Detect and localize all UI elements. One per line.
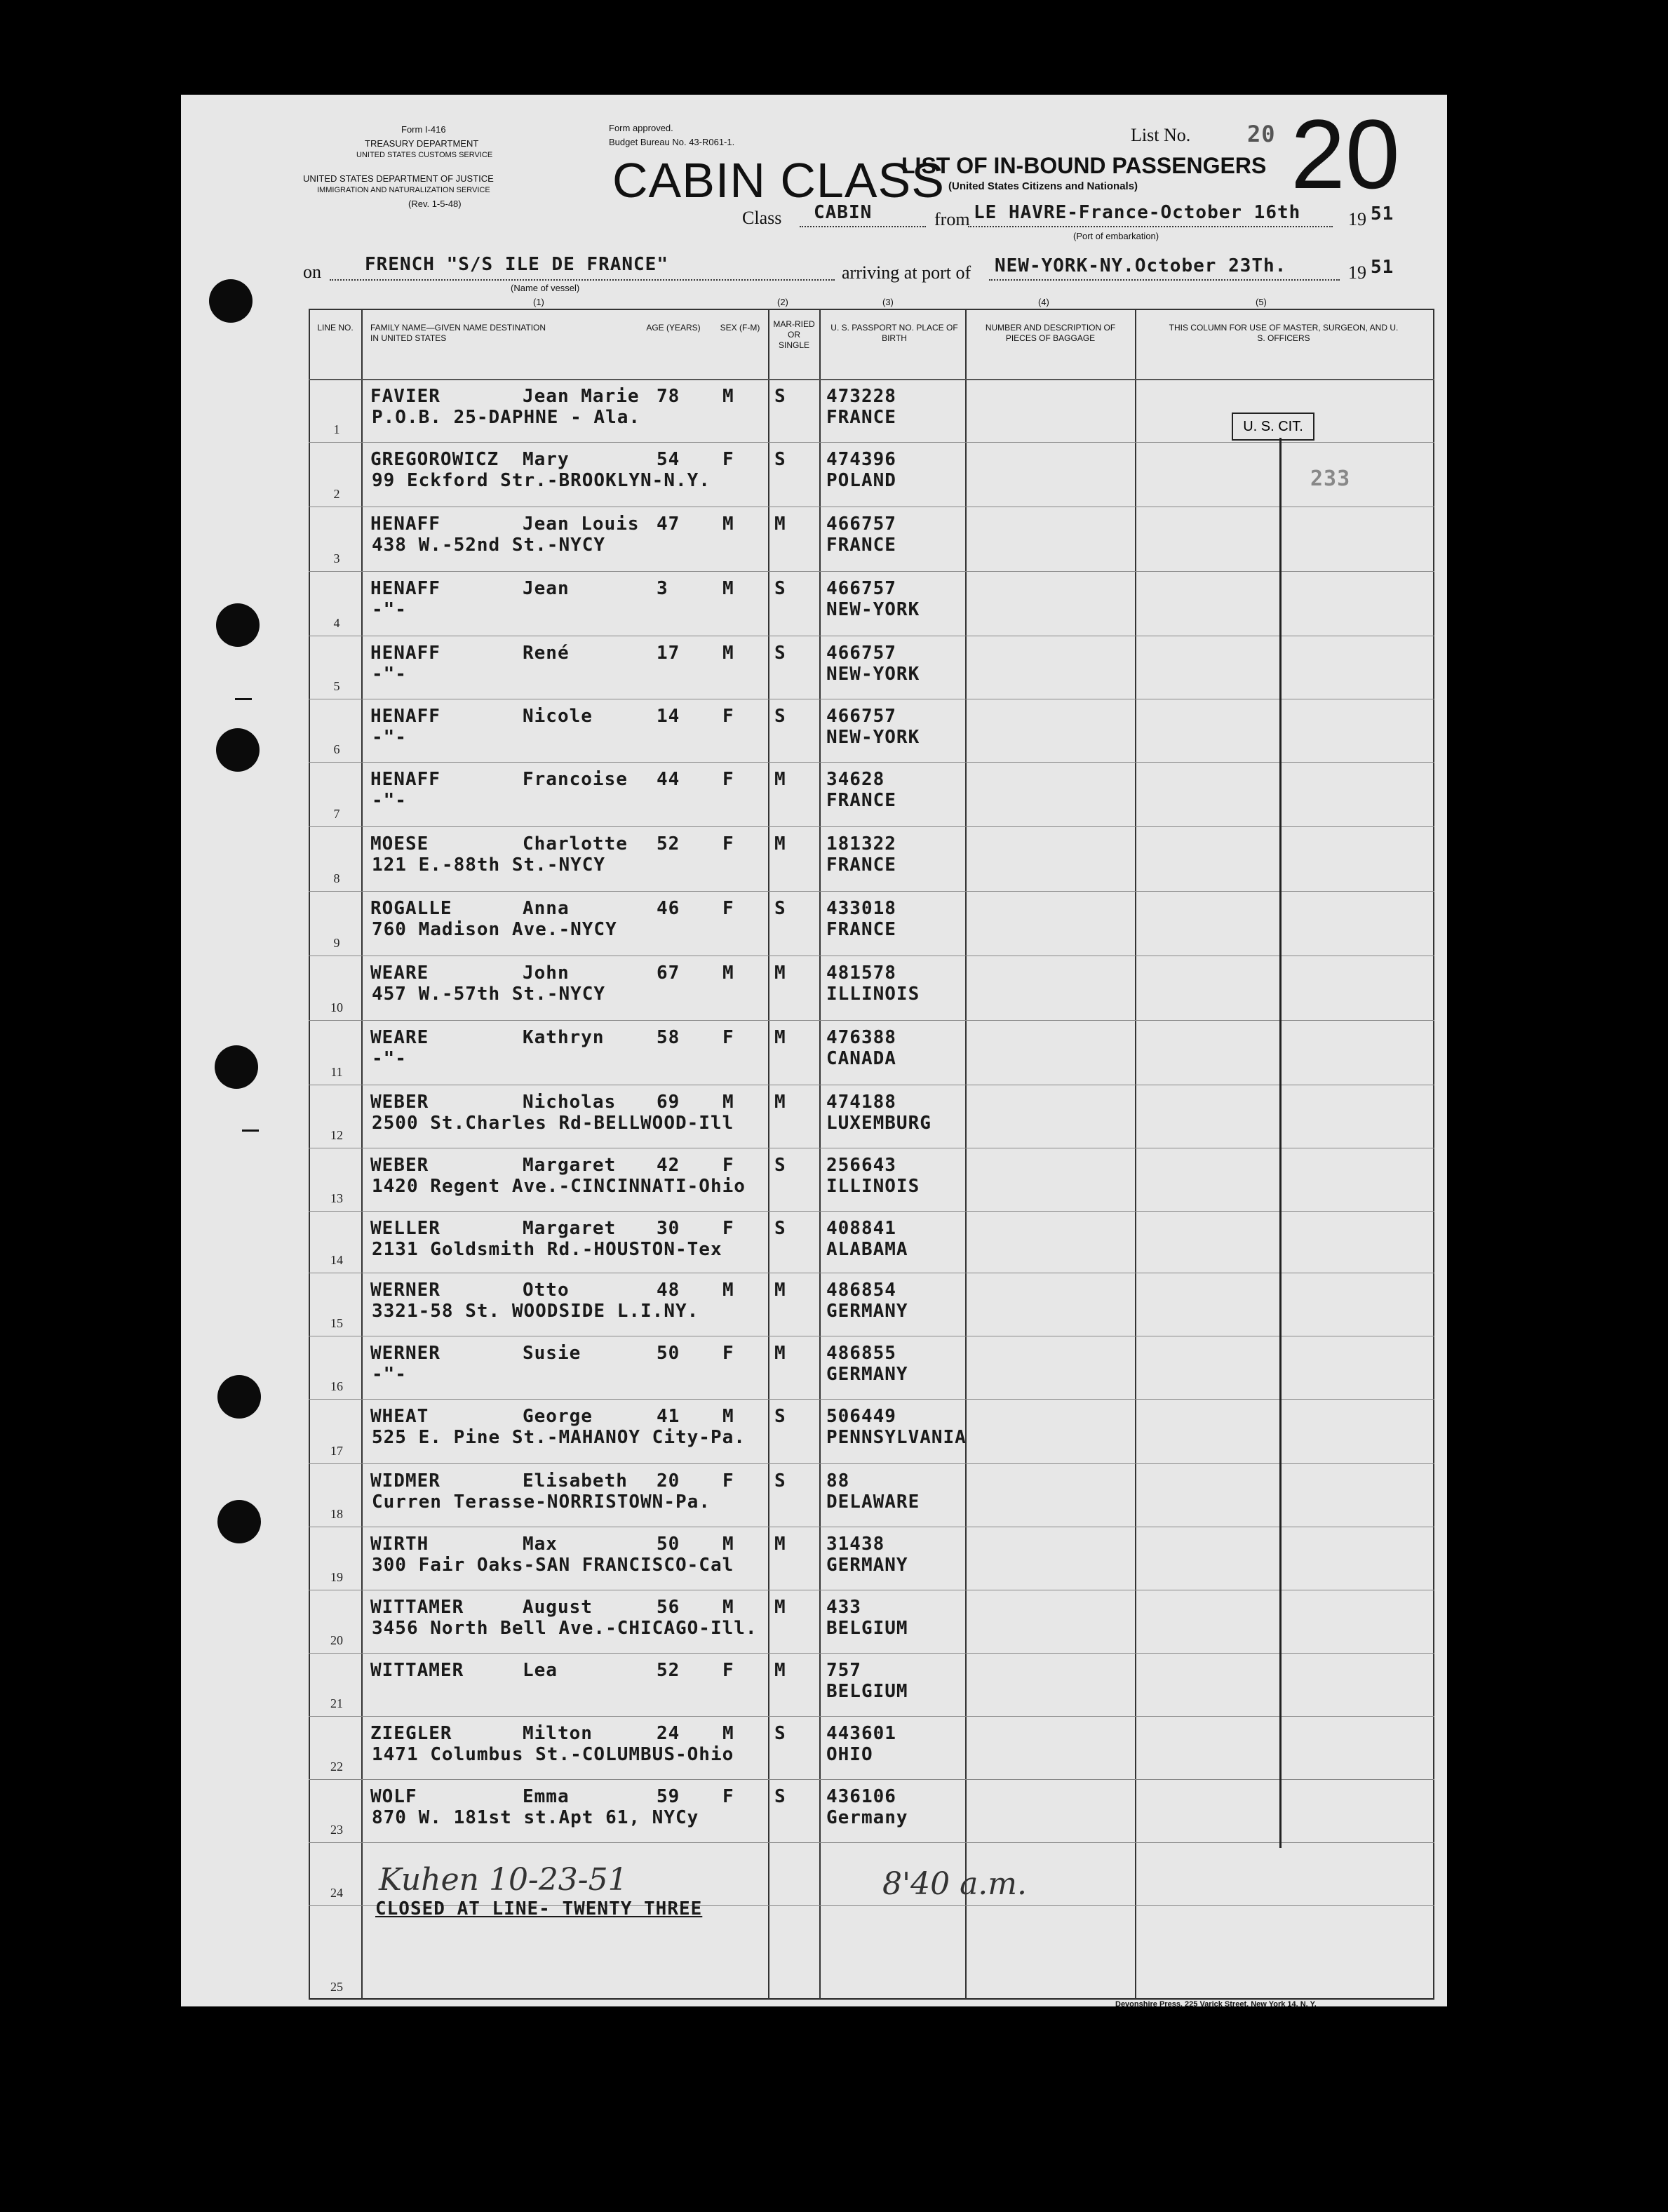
- row-rule: [309, 762, 1434, 763]
- passenger-given: Milton: [523, 1723, 593, 1744]
- arr-year: 51: [1371, 257, 1394, 278]
- passenger-given: Otto: [523, 1280, 570, 1301]
- passenger-age: 78: [657, 386, 680, 407]
- passenger-sex: F: [722, 1786, 734, 1807]
- passenger-sex: F: [722, 769, 734, 790]
- margin-mark: [235, 698, 252, 700]
- passenger-family: WIDMER: [370, 1470, 440, 1492]
- vessel-name: FRENCH "S/S ILE DE FRANCE": [365, 254, 668, 275]
- passenger-pass: 181322: [826, 833, 896, 854]
- passenger-pass: 481578: [826, 963, 896, 984]
- passenger-sex: M: [722, 963, 734, 984]
- passenger-birth: NEW-YORK: [826, 599, 920, 620]
- class-label: Class: [742, 208, 782, 228]
- passenger-pass: 476388: [826, 1027, 896, 1048]
- passenger-addr: 121 E.-88th St.-NYCY: [372, 854, 606, 876]
- passenger-given: Anna: [523, 898, 570, 919]
- passenger-pass: 433: [826, 1597, 861, 1618]
- passenger-family: MOESE: [370, 833, 429, 854]
- line-number: 4: [333, 616, 340, 630]
- passenger-family: WITTAMER: [370, 1597, 464, 1618]
- passenger-given: Susie: [523, 1343, 581, 1364]
- passenger-sex: F: [722, 833, 734, 854]
- row-rule: [309, 1653, 1434, 1654]
- passenger-sex: F: [722, 1155, 734, 1176]
- passenger-family: WIRTH: [370, 1534, 429, 1555]
- from-value: LE HAVRE-France-October 16th: [974, 202, 1301, 223]
- printer-credit: Devonshire Press, 225 Varick Street, New York 14, N. Y.: [1115, 2000, 1317, 2009]
- passenger-family: WITTAMER: [370, 1660, 464, 1681]
- passenger-given: Francoise: [523, 769, 628, 790]
- passenger-pass: 486855: [826, 1343, 896, 1364]
- passenger-family: HENAFF: [370, 706, 440, 727]
- passenger-given: Charlotte: [523, 833, 628, 854]
- row-rule: [309, 1211, 1434, 1212]
- row-rule: [309, 1463, 1434, 1464]
- col-divider: [819, 309, 821, 1999]
- passenger-addr: 2500 St.Charles Rd-BELLWOOD-Ill: [372, 1113, 734, 1134]
- line-number: 7: [333, 807, 340, 821]
- passenger-birth: LUXEMBURG: [826, 1113, 931, 1134]
- col-divider: [361, 309, 363, 1999]
- passenger-given: Elisabeth: [523, 1470, 628, 1492]
- binder-hole: [216, 603, 260, 647]
- passenger-given: Margaret: [523, 1155, 617, 1176]
- passenger-birth: GERMANY: [826, 1555, 908, 1576]
- officer-vertical-line: [1279, 438, 1282, 1848]
- passenger-addr: 300 Fair Oaks-SAN FRANCISCO-Cal: [372, 1555, 734, 1576]
- line-number: 14: [330, 1253, 343, 1267]
- passenger-age: 56: [657, 1597, 680, 1618]
- passenger-given: Emma: [523, 1786, 570, 1807]
- passenger-ms: S: [774, 1723, 786, 1744]
- binder-hole: [217, 1500, 261, 1543]
- passenger-family: WELLER: [370, 1218, 440, 1239]
- passenger-pass: 34628: [826, 769, 885, 790]
- form-approved: Form approved.: [609, 123, 673, 133]
- passenger-sex: F: [722, 449, 734, 470]
- passenger-addr: -"-: [372, 1364, 407, 1385]
- col-divider: [965, 309, 967, 1999]
- passenger-sex: M: [722, 578, 734, 599]
- line-number: 16: [330, 1379, 343, 1393]
- binder-hole: [216, 728, 260, 772]
- col-passport: U. S. PASSPORT NO. PLACE OF BIRTH: [830, 323, 958, 343]
- passenger-family: WOLF: [370, 1786, 417, 1807]
- row-rule: [309, 442, 1434, 443]
- passenger-given: Max: [523, 1534, 558, 1555]
- passenger-ms: S: [774, 1406, 786, 1427]
- passenger-sex: M: [722, 514, 734, 535]
- passenger-pass: 466757: [826, 578, 896, 599]
- passenger-family: HENAFF: [370, 643, 440, 664]
- margin-mark: [242, 1130, 259, 1132]
- row-rule: [309, 1020, 1434, 1021]
- line-number: 25: [330, 1980, 343, 1994]
- passenger-given: René: [523, 643, 570, 664]
- passenger-pass: 473228: [826, 386, 896, 407]
- binder-hole: [217, 1375, 261, 1419]
- passenger-addr: 1420 Regent Ave.-CINCINNATI-Ohio: [372, 1176, 746, 1197]
- col-name: FAMILY NAME—GIVEN NAME DESTINATION IN UNITED STATES: [370, 323, 546, 343]
- passenger-ms: M: [774, 1027, 786, 1048]
- passenger-ms: M: [774, 1660, 786, 1681]
- passenger-addr: -"-: [372, 599, 407, 620]
- passenger-family: WERNER: [370, 1280, 440, 1301]
- passenger-pass: 31438: [826, 1534, 885, 1555]
- passenger-age: 52: [657, 1660, 680, 1681]
- passenger-birth: BELGIUM: [826, 1618, 908, 1639]
- passenger-family: WEARE: [370, 963, 429, 984]
- passenger-sex: M: [722, 1280, 734, 1301]
- passenger-age: 42: [657, 1155, 680, 1176]
- line-number: 17: [330, 1444, 343, 1458]
- passenger-sex: M: [722, 1723, 734, 1744]
- passenger-sex: F: [722, 1343, 734, 1364]
- passenger-addr: 760 Madison Ave.-NYCY: [372, 919, 617, 940]
- passenger-age: 54: [657, 449, 680, 470]
- passenger-ms: M: [774, 1343, 786, 1364]
- line-number: 18: [330, 1507, 343, 1521]
- passenger-family: HENAFF: [370, 514, 440, 535]
- budget-bureau: Budget Bureau No. 43-R061-1.: [609, 137, 735, 147]
- passenger-given: Lea: [523, 1660, 558, 1681]
- passenger-sex: M: [722, 643, 734, 664]
- line-number: 15: [330, 1316, 343, 1330]
- vessel-underline: [330, 279, 835, 281]
- passenger-pass: 466757: [826, 643, 896, 664]
- passenger-given: Nicole: [523, 706, 593, 727]
- line-number: 5: [333, 679, 340, 693]
- class-value: CABIN: [814, 202, 873, 223]
- passenger-sex: F: [722, 1660, 734, 1681]
- passenger-addr: -"-: [372, 727, 407, 748]
- passenger-given: Jean Louis: [523, 514, 640, 535]
- passenger-ms: S: [774, 1155, 786, 1176]
- row-rule: [309, 1779, 1434, 1780]
- list-no-small: 20: [1247, 121, 1276, 147]
- arriving-underline: [989, 279, 1340, 281]
- passenger-pass: 408841: [826, 1218, 896, 1239]
- passenger-pass: 474396: [826, 449, 896, 470]
- col-num-5: (5): [1256, 297, 1267, 307]
- passenger-addr: 3321-58 St. WOODSIDE L.I.NY.: [372, 1301, 699, 1322]
- passenger-sex: F: [722, 706, 734, 727]
- passenger-ms: M: [774, 963, 786, 984]
- port-label: (Port of embarkation): [1073, 231, 1159, 241]
- passenger-addr: -"-: [372, 664, 407, 685]
- passenger-pass: 443601: [826, 1723, 896, 1744]
- passenger-sex: F: [722, 1027, 734, 1048]
- stamp-number: 233: [1310, 467, 1351, 491]
- col-line: LINE NO.: [317, 323, 354, 333]
- passenger-ms: S: [774, 643, 786, 664]
- passenger-sex: M: [722, 1534, 734, 1555]
- passenger-ms: M: [774, 833, 786, 854]
- passenger-birth: ILLINOIS: [826, 1176, 920, 1197]
- passenger-birth: Germany: [826, 1807, 908, 1828]
- passenger-age: 59: [657, 1786, 680, 1807]
- passenger-ms: S: [774, 386, 786, 407]
- passenger-ms: S: [774, 1786, 786, 1807]
- closed-at-line: CLOSED AT LINE- TWENTY THREE: [375, 1898, 703, 1919]
- passenger-age: 17: [657, 643, 680, 664]
- revision: (Rev. 1-5-48): [408, 199, 462, 209]
- passenger-pass: 466757: [826, 706, 896, 727]
- passenger-age: 20: [657, 1470, 680, 1492]
- on-label: on: [303, 262, 321, 282]
- list-no-label: List No.: [1131, 125, 1191, 145]
- passenger-addr: 2131 Goldsmith Rd.-HOUSTON-Tex: [372, 1239, 722, 1260]
- justice-dept: UNITED STATES DEPARTMENT OF JUSTICE: [303, 173, 494, 184]
- passenger-pass: 256643: [826, 1155, 896, 1176]
- passenger-birth: FRANCE: [826, 790, 896, 811]
- passenger-ms: S: [774, 1470, 786, 1492]
- passenger-family: HENAFF: [370, 578, 440, 599]
- list-no-big: 20: [1291, 99, 1400, 209]
- passenger-ms: S: [774, 578, 786, 599]
- binder-hole: [215, 1045, 258, 1089]
- passenger-age: 24: [657, 1723, 680, 1744]
- from-year: 51: [1371, 203, 1394, 224]
- passenger-age: 14: [657, 706, 680, 727]
- passenger-birth: NEW-YORK: [826, 664, 920, 685]
- arr-year-prefix: 19: [1348, 262, 1366, 283]
- passenger-birth: FRANCE: [826, 854, 896, 876]
- line-number: 6: [333, 742, 340, 756]
- passenger-sex: F: [722, 1470, 734, 1492]
- passenger-ms: S: [774, 706, 786, 727]
- passenger-pass: 474188: [826, 1092, 896, 1113]
- form-number: Form I-416: [401, 124, 446, 135]
- passenger-birth: POLAND: [826, 470, 896, 491]
- row-rule: [309, 1399, 1434, 1400]
- col-num-2: (2): [777, 297, 788, 307]
- passenger-ms: S: [774, 449, 786, 470]
- passenger-ms: M: [774, 1597, 786, 1618]
- passenger-age: 48: [657, 1280, 680, 1301]
- row-rule: [309, 826, 1434, 827]
- passenger-addr: -"-: [372, 790, 407, 811]
- passenger-pass: 436106: [826, 1786, 896, 1807]
- col-num-3: (3): [882, 297, 894, 307]
- passenger-addr: -"-: [372, 1048, 407, 1069]
- passenger-given: Mary: [523, 449, 570, 470]
- passenger-age: 50: [657, 1343, 680, 1364]
- passenger-age: 30: [657, 1218, 680, 1239]
- passenger-given: Nicholas: [523, 1092, 617, 1113]
- passenger-addr: 525 E. Pine St.-MAHANOY City-Pa.: [372, 1427, 746, 1448]
- passenger-age: 58: [657, 1027, 680, 1048]
- passenger-age: 44: [657, 769, 680, 790]
- passenger-pass: 486854: [826, 1280, 896, 1301]
- passenger-sex: M: [722, 386, 734, 407]
- passenger-addr: 1471 Columbus St.-COLUMBUS-Ohio: [372, 1744, 734, 1765]
- line-number: 21: [330, 1696, 343, 1710]
- passenger-sex: M: [722, 1406, 734, 1427]
- passenger-addr: 99 Eckford Str.-BROOKLYN-N.Y.: [372, 470, 711, 491]
- from-label: from: [934, 209, 970, 229]
- passenger-ms: M: [774, 1092, 786, 1113]
- passenger-birth: OHIO: [826, 1744, 873, 1765]
- passenger-given: John: [523, 963, 570, 984]
- vessel-label: (Name of vessel): [511, 283, 580, 293]
- col-married: MAR-RIED OR SINGLE: [773, 319, 815, 350]
- handwritten-signature-date: Kuhen 10-23-51: [379, 1862, 628, 1898]
- from-underline: [968, 226, 1333, 227]
- line-number: 9: [333, 936, 340, 950]
- col-sex: SEX (F-M): [720, 323, 760, 333]
- passenger-addr: 870 W. 181st st.Apt 61, NYCy: [372, 1807, 699, 1828]
- passenger-age: 69: [657, 1092, 680, 1113]
- passenger-addr: P.O.B. 25-DAPHNE - Ala.: [372, 407, 641, 428]
- passenger-birth: ILLINOIS: [826, 984, 920, 1005]
- row-rule: [309, 1716, 1434, 1717]
- line-number: 11: [330, 1065, 343, 1079]
- handwritten-time: 8'40 a.m.: [882, 1866, 1027, 1902]
- passenger-family: WEBER: [370, 1092, 429, 1113]
- binder-hole: [209, 279, 253, 323]
- passenger-birth: ALABAMA: [826, 1239, 908, 1260]
- passenger-ms: M: [774, 769, 786, 790]
- passenger-age: 67: [657, 963, 680, 984]
- line-number: 8: [333, 871, 340, 885]
- line-number: 13: [330, 1191, 343, 1205]
- passenger-family: ROGALLE: [370, 898, 452, 919]
- line-number: 19: [330, 1570, 343, 1584]
- col-officers: THIS COLUMN FOR USE OF MASTER, SURGEON, AND U. S. OFFICERS: [1169, 323, 1399, 343]
- col-num-1: (1): [533, 297, 544, 307]
- passenger-ms: S: [774, 898, 786, 919]
- passenger-birth: BELGIUM: [826, 1681, 908, 1702]
- passenger-sex: M: [722, 1597, 734, 1618]
- passenger-family: WHEAT: [370, 1406, 429, 1427]
- class-underline: [800, 226, 926, 227]
- line-number: 3: [333, 551, 340, 565]
- line-number: 10: [330, 1000, 343, 1014]
- passenger-pass: 466757: [826, 514, 896, 535]
- line-number: 20: [330, 1633, 343, 1647]
- row-rule: [309, 571, 1434, 572]
- passenger-pass: 757: [826, 1660, 861, 1681]
- passenger-given: Jean: [523, 578, 570, 599]
- passenger-age: 3: [657, 578, 668, 599]
- passenger-given: Margaret: [523, 1218, 617, 1239]
- passenger-birth: FRANCE: [826, 535, 896, 556]
- passenger-pass: 506449: [826, 1406, 896, 1427]
- line-number: 24: [330, 1886, 343, 1900]
- passenger-pass: 88: [826, 1470, 850, 1492]
- passenger-age: 46: [657, 898, 680, 919]
- from-year-prefix: 19: [1348, 209, 1366, 229]
- treasury-dept: TREASURY DEPARTMENT: [365, 138, 479, 149]
- passenger-age: 41: [657, 1406, 680, 1427]
- passenger-age: 47: [657, 514, 680, 535]
- passenger-family: GREGOROWICZ: [370, 449, 499, 470]
- passenger-given: August: [523, 1597, 593, 1618]
- list-title: LIST OF IN-BOUND PASSENGERS: [901, 153, 1267, 178]
- passenger-birth: FRANCE: [826, 407, 896, 428]
- passenger-birth: CANADA: [826, 1048, 896, 1069]
- passenger-addr: 457 W.-57th St.-NYCY: [372, 984, 606, 1005]
- us-citizen-stamp: U. S. CIT.: [1232, 413, 1314, 441]
- line-number: 1: [333, 422, 340, 436]
- line-number: 12: [330, 1128, 343, 1142]
- passenger-birth: FRANCE: [826, 919, 896, 940]
- line-number: 2: [333, 487, 340, 501]
- passenger-addr: 438 W.-52nd St.-NYCY: [372, 535, 606, 556]
- passenger-age: 50: [657, 1534, 680, 1555]
- passenger-family: ZIEGLER: [370, 1723, 452, 1744]
- passenger-ms: M: [774, 514, 786, 535]
- passenger-family: WEBER: [370, 1155, 429, 1176]
- col-divider: [768, 309, 769, 1999]
- passenger-birth: NEW-YORK: [826, 727, 920, 748]
- passenger-addr: Curren Terasse-NORRISTOWN-Pa.: [372, 1492, 711, 1513]
- passenger-family: FAVIER: [370, 386, 440, 407]
- passenger-addr: 3456 North Bell Ave.-CHICAGO-Ill.: [372, 1618, 758, 1639]
- col-age: AGE (YEARS): [646, 323, 701, 333]
- ins-service: IMMIGRATION AND NATURALIZATION SERVICE: [317, 186, 490, 194]
- line-number: 23: [330, 1823, 343, 1837]
- passenger-given: Jean Marie: [523, 386, 640, 407]
- arriving-label: arriving at port of: [842, 262, 971, 283]
- passenger-family: WERNER: [370, 1343, 440, 1364]
- passenger-ms: M: [774, 1280, 786, 1301]
- passenger-given: George: [523, 1406, 593, 1427]
- passenger-ms: S: [774, 1218, 786, 1239]
- header-rule: [309, 379, 1434, 380]
- passenger-birth: GERMANY: [826, 1301, 908, 1322]
- passenger-family: WEARE: [370, 1027, 429, 1048]
- passenger-ms: M: [774, 1534, 786, 1555]
- passenger-birth: PENNSYLVANIA: [826, 1427, 967, 1448]
- col-num-4: (4): [1038, 297, 1049, 307]
- passenger-sex: F: [722, 898, 734, 919]
- passenger-birth: DELAWARE: [826, 1492, 920, 1513]
- row-rule: [309, 1842, 1434, 1843]
- passenger-birth: GERMANY: [826, 1364, 908, 1385]
- row-rule: [309, 891, 1434, 892]
- passenger-pass: 433018: [826, 898, 896, 919]
- arriving-value: NEW-YORK-NY.October 23Th.: [995, 255, 1287, 276]
- passenger-sex: F: [722, 1218, 734, 1239]
- customs-service: UNITED STATES CUSTOMS SERVICE: [356, 151, 493, 159]
- passenger-given: Kathryn: [523, 1027, 605, 1048]
- passenger-age: 52: [657, 833, 680, 854]
- line-number: 22: [330, 1759, 343, 1774]
- passenger-family: HENAFF: [370, 769, 440, 790]
- cabin-class-stamp: CABIN CLASS: [612, 153, 945, 208]
- col-divider: [1135, 309, 1136, 1999]
- passenger-sex: M: [722, 1092, 734, 1113]
- col-baggage: NUMBER AND DESCRIPTION OF PIECES OF BAGGAGE: [985, 323, 1116, 343]
- list-subtitle: (United States Citizens and Nationals): [948, 180, 1138, 192]
